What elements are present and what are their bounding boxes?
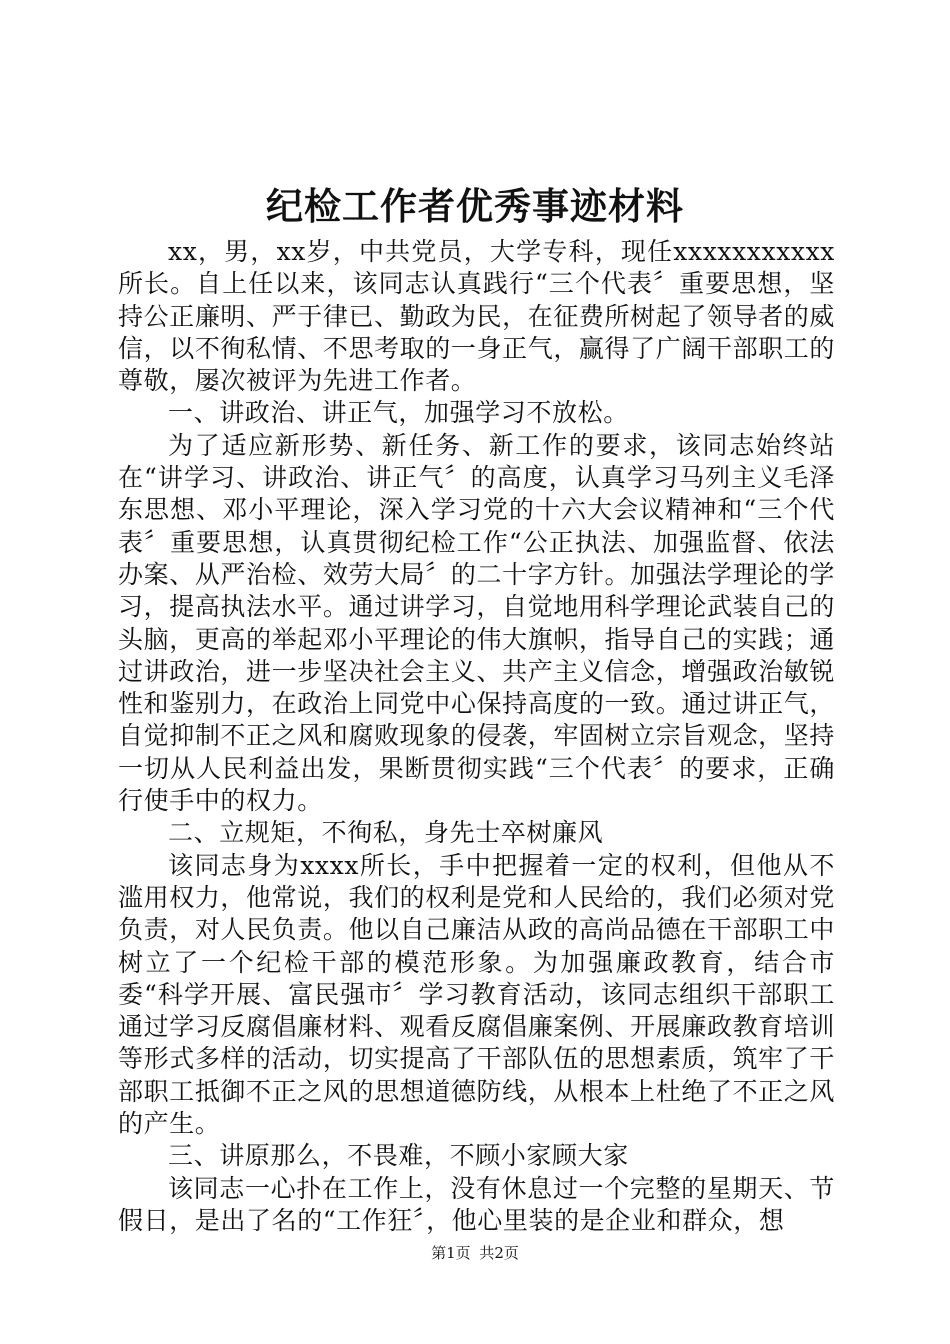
section-heading-3: 三、讲原那么，不畏难，不顾小家顾大家	[168, 1141, 629, 1171]
paragraph-section-3: 该同志一心扑在工作上，没有休息过一个完整的星期天、节假日，是出了名的“工作狂〞，他心里装的是企业和群众，想	[118, 1173, 835, 1235]
page-number: 第1页	[431, 1244, 471, 1262]
page-total: 共2页	[479, 1244, 519, 1262]
section-heading-2: 二、立规矩，不徇私，身先士卒树廉风	[168, 818, 604, 848]
page-footer	[0, 1241, 950, 1265]
paragraph-section-2: 该同志身为xxxx所长，手中把握着一定的权利，但他从不滥用权力，他常说，我们的权利是党和人民给的，我们必须对党负责，对人民负责。他以自己廉洁从政的高尚品德在干部职工中树立了一个纪检干部的模范形象。为加强廉政教育，结合市委“科学开展、富民强市〞学习教育活动，该同志组织干部职工通过学习反腐倡廉材料、观看反腐倡廉案例、开展廉政教育培训等形式多样的活动，切实提高了干部队伍的思想素质，筑牢了干部职工抵御不正之风的思想道德防线，从根本上杜绝了不正之风的产生。	[118, 850, 835, 1139]
section-heading-1: 一、讲政治、讲正气，加强学习不放松。	[168, 398, 629, 428]
document-title: 纪检工作者优秀事迹材料	[266, 184, 684, 228]
document-body	[118, 236, 835, 1237]
paragraph-intro: xx，男，xx岁，中共党员，大学专科，现任xxxxxxxxxxx所长。自上任以来，该同志认真践行“三个代表〞重要思想，坚持公正廉明、严于律已、勤政为民，在征费所树起了领导者的威信，以不徇私情、不思考取的一身正气，赢得了广阔干部职工的尊敬，屡次被评为先进工作者。	[118, 237, 835, 396]
paragraph-section-1: 为了适应新形势、新任务、新工作的要求，该同志始终站在“讲学习、讲政治、讲正气〞的高度，认真学习马列主义毛泽东思想、邓小平理论，深入学习党的十六大会议精神和“三个代表〞重要思想，认真贯彻纪检工作“公正执法、加强监督、依法办案、从严治检、效劳大局〞的二十字方针。加强法学理论的学习，提高执法水平。通过讲学习，自觉地用科学理论武装自己的头脑，更高的举起邓小平理论的伟大旗帜，指导自己的实践；通过讲政治，进一步坚决社会主义、共产主义信念，增强政治敏锐性和鉴别力，在政治上同党中心保持高度的一致。通过讲正气，自觉抑制不正之风和腐败现象的侵袭，牢固树立宗旨观念，坚持一切从人民利益出发，果断贯彻实践“三个代表〞的要求，正确行使手中的权力。	[118, 430, 835, 816]
